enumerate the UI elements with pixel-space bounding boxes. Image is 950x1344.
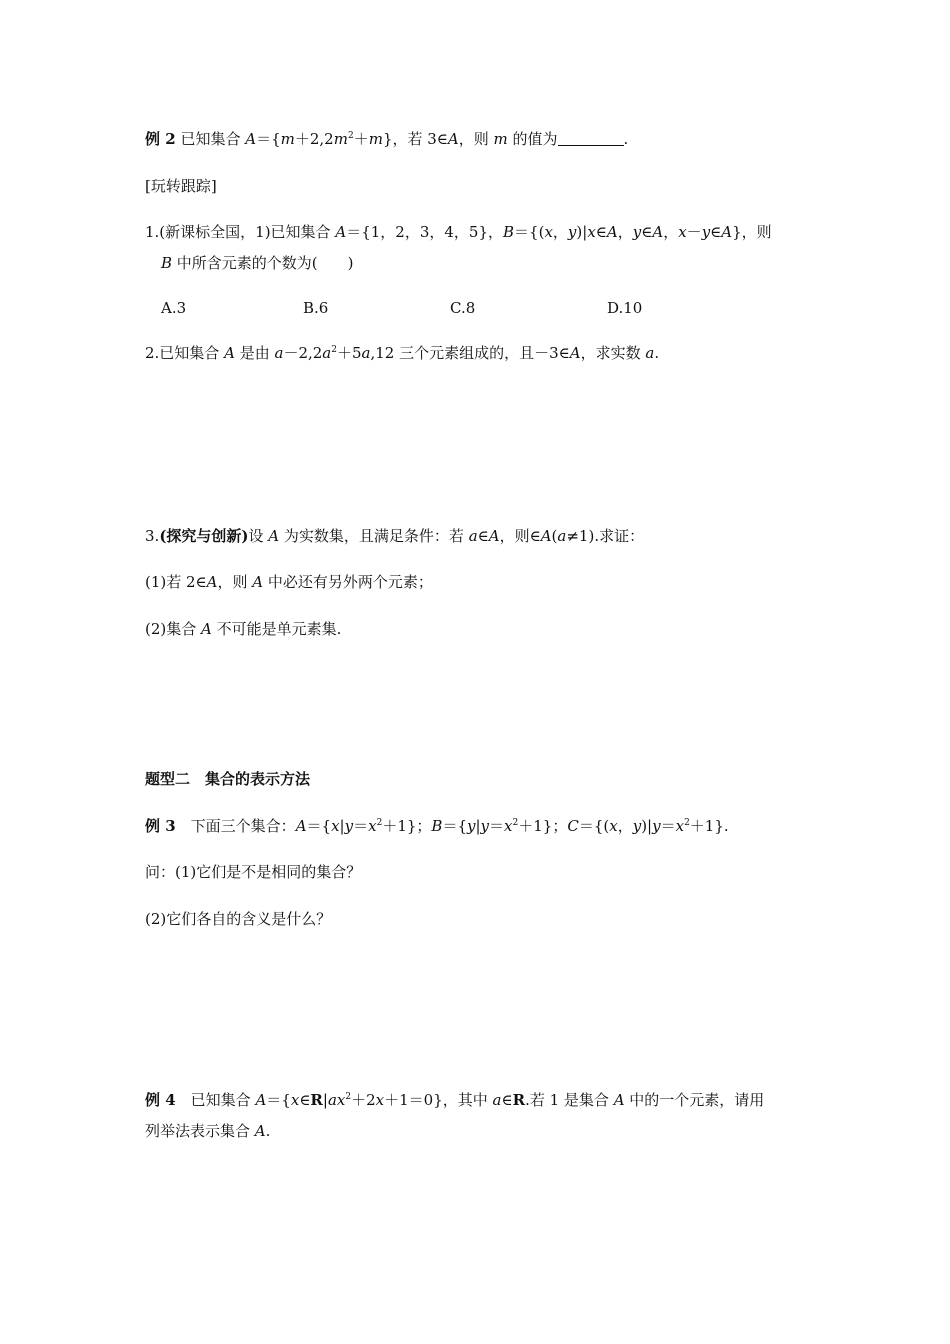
text: －2,2 bbox=[283, 344, 323, 362]
text: | bbox=[475, 817, 481, 835]
var: a bbox=[322, 344, 332, 362]
example-3 bbox=[145, 819, 729, 834]
text: ＝ bbox=[489, 817, 505, 835]
text: ∈ bbox=[595, 223, 607, 241]
var: m bbox=[333, 130, 348, 148]
text: ∈ bbox=[501, 1091, 513, 1109]
var: A bbox=[268, 527, 280, 545]
text: ＝ bbox=[353, 817, 369, 835]
text: . bbox=[623, 130, 629, 148]
real-set-symbol: R bbox=[512, 1091, 526, 1109]
var: a bbox=[327, 1091, 337, 1109]
var: y bbox=[632, 223, 642, 241]
option-b: B.6 bbox=[303, 299, 329, 317]
text: | bbox=[339, 817, 345, 835]
var: A bbox=[540, 527, 552, 545]
text: 已知集合 bbox=[175, 1091, 256, 1109]
text: ＋ bbox=[353, 130, 369, 148]
text: 3. bbox=[145, 527, 160, 545]
text: 为实数集，且满足条件：若 bbox=[279, 527, 469, 545]
text: 下面三个集合： bbox=[175, 817, 296, 835]
text: ＝{( bbox=[578, 817, 610, 835]
var: A bbox=[569, 344, 581, 362]
example-3-question-2: (2)它们各自的含义是什么？ bbox=[145, 910, 332, 928]
text: ＋1}； bbox=[518, 817, 568, 835]
text: 已知集合 bbox=[180, 130, 246, 148]
text: ＝{ bbox=[442, 817, 467, 835]
text: ∈ bbox=[299, 1091, 311, 1109]
var: A bbox=[252, 573, 264, 591]
var: a bbox=[361, 344, 371, 362]
section-tracking: [玩转跟踪] bbox=[145, 177, 217, 195]
var: a bbox=[557, 527, 567, 545]
superscript: 2 bbox=[376, 818, 383, 828]
text: ＝ bbox=[660, 817, 676, 835]
text: ，则∈ bbox=[499, 527, 541, 545]
question-3-part-1 bbox=[145, 575, 433, 590]
var: x bbox=[504, 817, 513, 835]
var: A bbox=[295, 817, 307, 835]
var: m bbox=[493, 130, 508, 148]
var: y bbox=[701, 223, 711, 241]
superscript: 2 bbox=[512, 818, 519, 828]
section-heading: 题型二 集合的表示方法 bbox=[145, 770, 311, 788]
text: 列举法表示集合 bbox=[145, 1122, 255, 1140]
var: x bbox=[368, 817, 377, 835]
text: 中所含元素的个数为( ) bbox=[172, 254, 354, 272]
var: y bbox=[466, 817, 476, 835]
var: x bbox=[290, 1091, 300, 1109]
var: A bbox=[201, 620, 212, 638]
text: ， bbox=[617, 817, 633, 835]
superscript: 2 bbox=[684, 818, 690, 828]
var: a bbox=[645, 344, 655, 362]
text: ＝{( bbox=[514, 223, 545, 241]
var: B bbox=[161, 254, 173, 272]
text: .若 1 是集合 bbox=[525, 1091, 614, 1109]
var: a bbox=[468, 527, 478, 545]
text: ∈ bbox=[477, 527, 489, 545]
var: x bbox=[336, 1091, 346, 1109]
var: A bbox=[254, 1122, 266, 1140]
example-label: 例 4 bbox=[145, 1091, 176, 1109]
var: A bbox=[721, 223, 733, 241]
text: ( bbox=[551, 527, 558, 545]
text: }，则 bbox=[732, 223, 772, 241]
var: y bbox=[480, 817, 490, 835]
var: x bbox=[375, 1091, 385, 1109]
text: ∈ bbox=[641, 223, 653, 241]
var: y bbox=[632, 817, 642, 835]
var: m bbox=[368, 130, 383, 148]
var: m bbox=[280, 130, 295, 148]
option-a: A.3 bbox=[161, 299, 187, 317]
question-3 bbox=[145, 529, 644, 544]
superscript: 2 bbox=[345, 1092, 352, 1102]
example-4-line-2 bbox=[145, 1124, 270, 1139]
text: ＋2,2 bbox=[294, 130, 334, 148]
text: 设 bbox=[248, 527, 269, 545]
example-label: 例 2 bbox=[145, 130, 176, 148]
text: 2.已知集合 bbox=[145, 344, 225, 362]
text: ， bbox=[617, 223, 633, 241]
question-1 bbox=[145, 225, 772, 240]
text: | bbox=[322, 1091, 328, 1109]
var: a bbox=[274, 344, 284, 362]
var: A bbox=[224, 344, 235, 362]
text: }，若 3∈ bbox=[382, 130, 448, 148]
var: A bbox=[488, 527, 500, 545]
text: ＝{1，2，3，4，5}， bbox=[346, 223, 503, 241]
text: 1.(新课标全国，1)已知集合 bbox=[145, 223, 336, 241]
answer-blank bbox=[558, 131, 624, 146]
text: ＝{ bbox=[266, 1091, 291, 1109]
var: A bbox=[255, 1091, 267, 1109]
real-set-symbol: R bbox=[310, 1091, 323, 1109]
var: x bbox=[331, 817, 340, 835]
text: 的值为 bbox=[507, 130, 558, 148]
text: ＝{ bbox=[306, 817, 332, 835]
text: ，则 bbox=[217, 573, 253, 591]
question-3-part-2 bbox=[145, 622, 341, 637]
text: ＋5 bbox=[336, 344, 362, 362]
var: y bbox=[567, 223, 577, 241]
example-label: 例 3 bbox=[145, 817, 176, 835]
text: ＝{ bbox=[256, 130, 281, 148]
text: ＋1}. bbox=[689, 817, 729, 835]
var: B bbox=[503, 223, 515, 241]
text: ， bbox=[663, 223, 679, 241]
var: x bbox=[675, 817, 685, 835]
var: A bbox=[652, 223, 664, 241]
var: A bbox=[447, 130, 459, 148]
text: ＋2 bbox=[351, 1091, 376, 1109]
option-d: D.10 bbox=[607, 299, 643, 317]
text: )| bbox=[641, 817, 653, 835]
text: (1)若 2∈ bbox=[145, 573, 207, 591]
var: x bbox=[544, 223, 553, 241]
superscript: 2 bbox=[331, 345, 337, 355]
example-3-question-1: 问：(1)它们是不是相同的集合？ bbox=[145, 863, 362, 881]
text: 中必还有另外两个元素； bbox=[263, 573, 433, 591]
var: A bbox=[613, 1091, 625, 1109]
text: ，求实数 bbox=[580, 344, 646, 362]
var: y bbox=[344, 817, 354, 835]
var: x bbox=[678, 223, 687, 241]
example-4 bbox=[145, 1093, 764, 1108]
var: C bbox=[567, 817, 579, 835]
text: ，则 bbox=[458, 130, 494, 148]
text: ＋1}； bbox=[382, 817, 432, 835]
text: ， bbox=[552, 223, 568, 241]
text: ＋1＝0}，其中 bbox=[384, 1091, 493, 1109]
example-2 bbox=[145, 131, 628, 147]
option-c: C.8 bbox=[450, 299, 476, 317]
var: A bbox=[206, 573, 218, 591]
var: A bbox=[606, 223, 618, 241]
superscript: 2 bbox=[347, 131, 354, 141]
question-tag: (探究与创新) bbox=[159, 527, 249, 545]
text: 是由 bbox=[234, 344, 275, 362]
text: (2)集合 bbox=[145, 620, 202, 638]
question-1-line-2 bbox=[161, 256, 354, 271]
var: A bbox=[335, 223, 347, 241]
text: )| bbox=[576, 223, 588, 241]
var: A bbox=[245, 130, 257, 148]
var: a bbox=[492, 1091, 502, 1109]
text: . bbox=[654, 344, 660, 362]
var: B bbox=[431, 817, 443, 835]
var: y bbox=[652, 817, 661, 835]
var: x bbox=[587, 223, 596, 241]
text: ,12 三个元素组成的，且－3∈ bbox=[370, 344, 570, 362]
text: ≠1).求证： bbox=[566, 527, 645, 545]
text: ∈ bbox=[710, 223, 722, 241]
var: x bbox=[609, 817, 618, 835]
text: － bbox=[686, 223, 702, 241]
text: 不可能是单元素集. bbox=[211, 620, 342, 638]
question-2 bbox=[145, 346, 659, 361]
text: . bbox=[265, 1122, 271, 1140]
text: 中的一个元素，请用 bbox=[624, 1091, 765, 1109]
